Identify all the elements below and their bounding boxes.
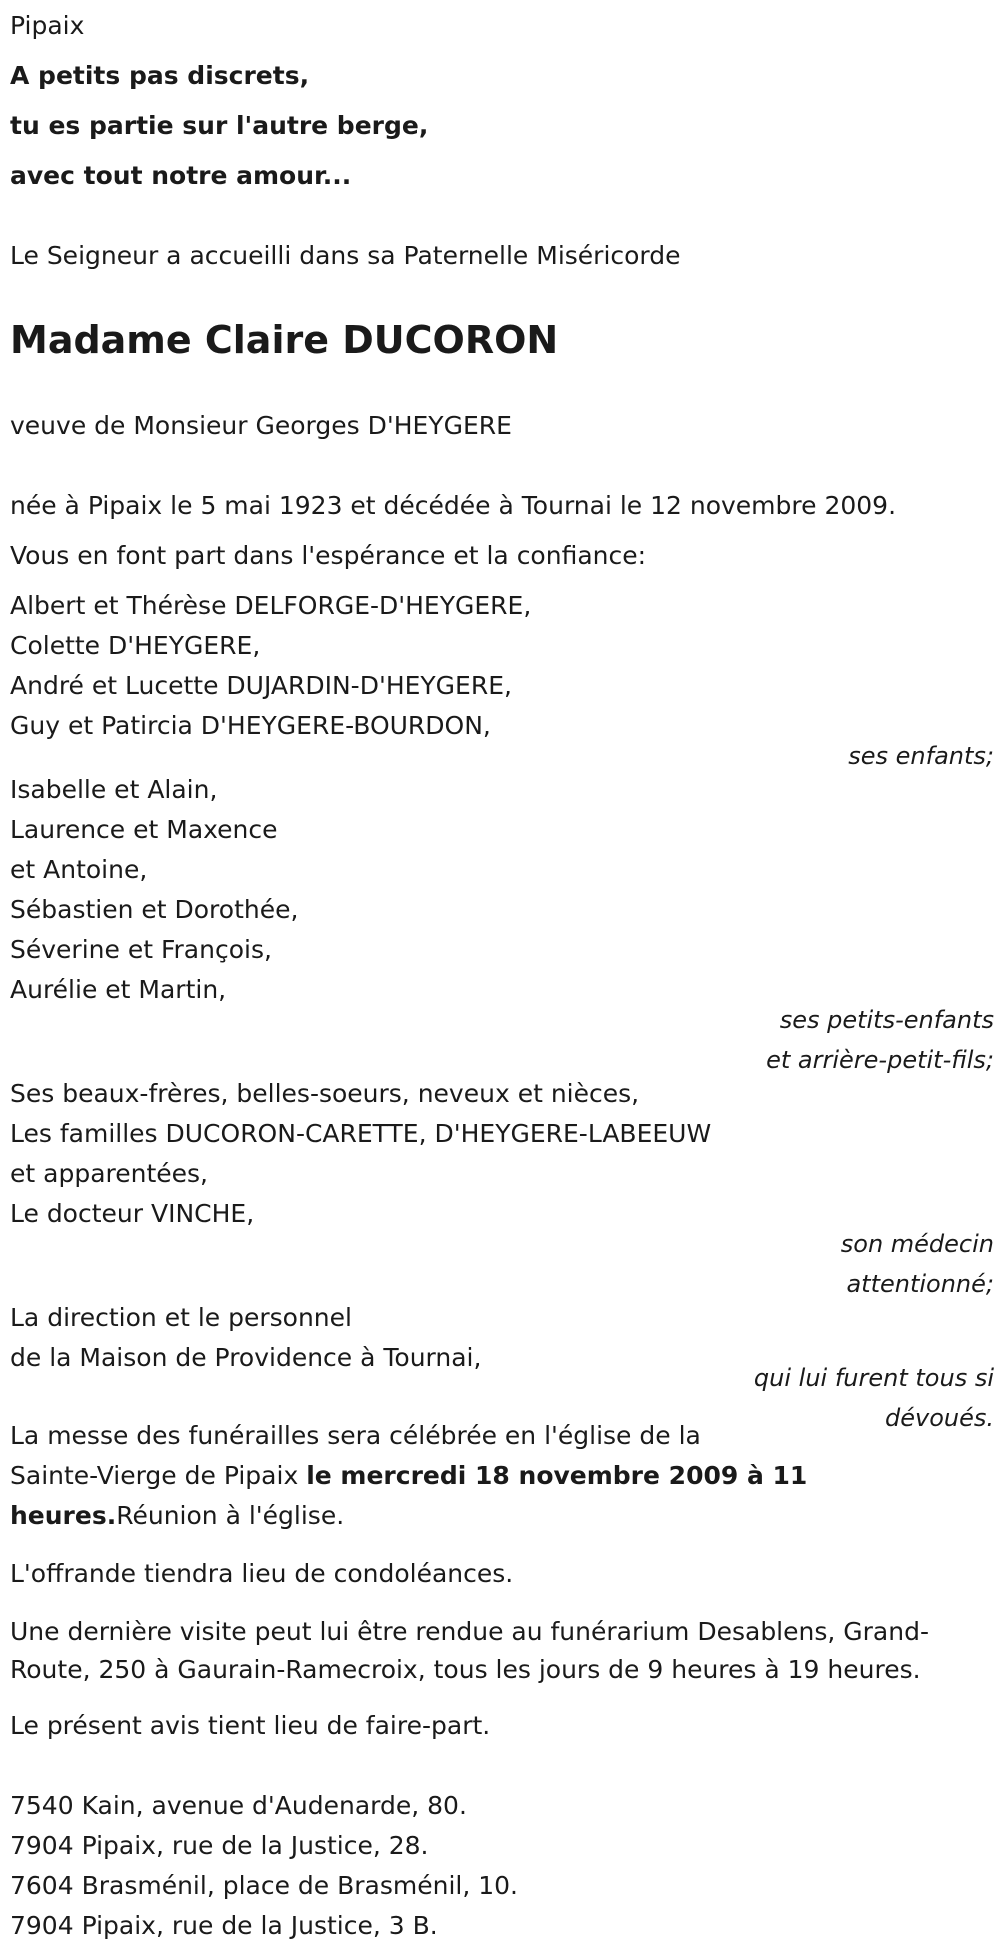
poem-line: avec tout notre amour... xyxy=(10,161,352,190)
grandchild-entry: Aurélie et Martin, xyxy=(10,975,227,1004)
address-line: 7904 Pipaix, rue de la Justice, 28. xyxy=(10,1831,429,1860)
mass-location: Sainte-Vierge de Pipaix xyxy=(10,1461,307,1490)
mass-line: La messe des funérailles sera célébrée en l'église de la xyxy=(10,1421,701,1450)
poem-line: tu es partie sur l'autre berge, xyxy=(10,111,429,140)
deceased-name: Madame Claire DUCORON xyxy=(10,318,559,362)
relative-entry: et apparentées, xyxy=(10,1159,208,1188)
notice-text: Le présent avis tient lieu de faire-part. xyxy=(10,1711,491,1740)
relative-entry: Le docteur VINCHE, xyxy=(10,1199,255,1228)
mass-line xyxy=(10,1456,807,1496)
staff-role: qui lui furent tous si xyxy=(753,1364,994,1392)
doctor-role: attentionné; xyxy=(846,1270,994,1298)
grandchild-entry: et Antoine, xyxy=(10,855,148,884)
offering-text: L'offrande tiendra lieu de condoléances. xyxy=(10,1559,514,1588)
announce-text: Vous en font part dans l'espérance et la confiance: xyxy=(10,541,647,570)
grandchildren-role: ses petits-enfants xyxy=(779,1006,994,1034)
relative-entry: Les familles DUCORON-CARETTE, D'HEYGERE-LABEEUW xyxy=(10,1119,712,1148)
mass-gathering: Réunion à l'église. xyxy=(116,1501,345,1530)
staff-entry: La direction et le personnel xyxy=(10,1303,352,1332)
child-entry: Albert et Thérèse DELFORGE-D'HEYGERE, xyxy=(10,591,532,620)
place-heading: Pipaix xyxy=(10,11,85,40)
mass-date: le mercredi 18 novembre 2009 à 11 xyxy=(306,1461,808,1490)
staff-entry: de la Maison de Providence à Tournai, xyxy=(10,1343,482,1372)
widow-text: veuve de Monsieur Georges D'HEYGERE xyxy=(10,411,512,440)
intro-text: Le Seigneur a accueilli dans sa Paternelle Miséricorde xyxy=(10,241,681,270)
birth-death-text: née à Pipaix le 5 mai 1923 et décédée à Tournai le 12 novembre 2009. xyxy=(10,491,897,520)
doctor-role: son médecin xyxy=(840,1230,994,1258)
poem-line: A petits pas discrets, xyxy=(10,61,310,90)
visit-line: Une dernière visite peut lui être rendue au funérarium Desablens, Grand- xyxy=(10,1617,929,1646)
mass-time: heures. xyxy=(10,1501,117,1530)
staff-role: dévoués. xyxy=(885,1404,994,1432)
grandchildren-role: et arrière-petit-fils; xyxy=(766,1046,994,1074)
child-entry: André et Lucette DUJARDIN-D'HEYGERE, xyxy=(10,671,512,700)
grandchild-entry: Laurence et Maxence xyxy=(10,815,278,844)
mass-line xyxy=(10,1496,344,1536)
child-entry: Guy et Patircia D'HEYGERE-BOURDON, xyxy=(10,711,491,740)
grandchild-entry: Isabelle et Alain, xyxy=(10,775,218,804)
relative-entry: Ses beaux-frères, belles-soeurs, neveux et nièces, xyxy=(10,1079,640,1108)
visit-line: Route, 250 à Gaurain-Ramecroix, tous les jours de 9 heures à 19 heures. xyxy=(10,1655,921,1684)
grandchild-entry: Sébastien et Dorothée, xyxy=(10,895,299,924)
grandchild-entry: Séverine et François, xyxy=(10,935,272,964)
children-role: ses enfants; xyxy=(848,742,994,770)
child-entry: Colette D'HEYGERE, xyxy=(10,631,261,660)
address-line: 7904 Pipaix, rue de la Justice, 3 B. xyxy=(10,1911,438,1940)
address-line: 7604 Brasménil, place de Brasménil, 10. xyxy=(10,1871,519,1900)
address-line: 7540 Kain, avenue d'Audenarde, 80. xyxy=(10,1791,467,1820)
